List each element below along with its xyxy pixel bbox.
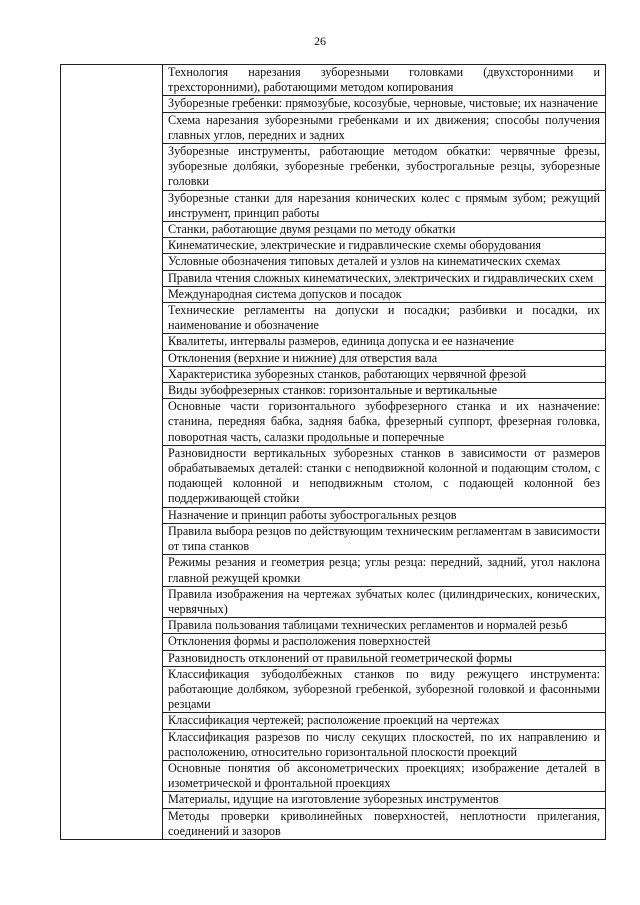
table-cell-text: Основные понятия об аксонометрических проекциях; изображение деталей в изометрической и фронтальной проекциях	[163, 760, 606, 791]
table-cell-text: Правила изображения на чертежах зубчатых колес (цилиндрических, конических, червячных)	[163, 586, 606, 617]
table-cell-text: Технические регламенты на допуски и посадки; разбивки и посадки, их наименование и обозначение	[163, 303, 606, 334]
table-cell-text: Отклонения формы и расположения поверхностей	[163, 634, 606, 650]
requirements-table	[60, 64, 606, 840]
table-cell-text: Материалы, идущие на изготовление зуборезных инструментов	[163, 792, 606, 808]
table-row	[61, 65, 606, 96]
table-cell-text: Отклонения (верхние и нижние) для отверстия вала	[163, 350, 606, 366]
table-cell-text: Разновидность отклонений от правильной геометрической формы	[163, 650, 606, 666]
table-cell-text: Классификация чертежей; расположение проекций на чертежах	[163, 713, 606, 729]
page-number: 26	[314, 34, 326, 48]
table-cell-text: Назначение и принцип работы зубострогальных резцов	[163, 507, 606, 523]
table-left-column	[61, 65, 163, 840]
table-cell-text: Виды зубофрезерных станков: горизонтальные и вертикальные	[163, 383, 606, 399]
table-cell-text: Международная система допусков и посадок	[163, 286, 606, 302]
table-cell-text: Правила чтения сложных кинематических, электрических и гидравлических схем	[163, 270, 606, 286]
table-cell-text: Характеристика зуборезных станков, работающих червячной фрезой	[163, 366, 606, 382]
table-cell-text: Режимы резания и геометрия резца; углы резца: передний, задний, угол наклона главной режущей кромки	[163, 555, 606, 586]
table-cell-text: Классификация зубодолбежных станков по виду режущего инструмента: работающие долбяком, зуборезной гребенкой, зуборезной головкой и фасонными резцами	[163, 666, 606, 713]
table-cell-text: Методы проверки криволинейных поверхностей, неплотности прилегания, соединений и зазоров	[163, 808, 606, 839]
table-cell-text: Кинематические, электрические и гидравлические схемы оборудования	[163, 238, 606, 254]
table-cell-text: Классификация разрезов по числу секущих плоскостей, по их направлению и расположению, относительно горизонтальной плоскости проекций	[163, 729, 606, 760]
table-cell-text: Разновидности вертикальных зуборезных станков в зависимости от размеров обрабатываемых деталей: станки с неподвижной колонной и подающим столом, с подающей колонной и неподвижным столом, с подающей колонной без поддерживающей стойки	[163, 445, 606, 507]
table-cell-text: Условные обозначения типовых деталей и узлов на кинематических схемах	[163, 254, 606, 270]
table-cell-text: Правила выбора резцов по действующим техническим регламентам в зависимости от типа станков	[163, 523, 606, 554]
table-cell-text: Зуборезные станки для нарезания конических колес с прямым зубом; режущий инструмент, принцип работы	[163, 190, 606, 221]
table-cell-text: Зуборезные гребенки: прямозубые, косозубые, черновые, чистовые; их назначение	[163, 96, 606, 112]
table-cell-text: Зуборезные инструменты, работающие методом обкатки: червячные фрезы, зуборезные долбяки, зуборезные гребенки, зубострогальные резцы, зуборезные головки	[163, 144, 606, 191]
table-cell-text: Основные части горизонтального зубофрезерного станка и их назначение: станина, передняя бабка, задняя бабка, фрезерный суппорт, фрезерная головка, поворотная часть, салазки продольные и поперечные	[163, 399, 606, 446]
table-cell-text: Станки, работающие двумя резцами по методу обкатки	[163, 222, 606, 238]
table-cell-text: Квалитеты, интервалы размеров, единица допуска и ее назначение	[163, 334, 606, 350]
table-cell-text: Схема нарезания зуборезными гребенками и их движения; способы получения главных углов, передних и задних	[163, 112, 606, 143]
table-body	[61, 65, 606, 840]
table-cell-text: Технология нарезания зуборезными головками (двухсторонними и трехсторонними), работающими методом копирования	[163, 65, 606, 96]
table-cell-text: Правила пользования таблицами технических регламентов и нормалей резьб	[163, 618, 606, 634]
